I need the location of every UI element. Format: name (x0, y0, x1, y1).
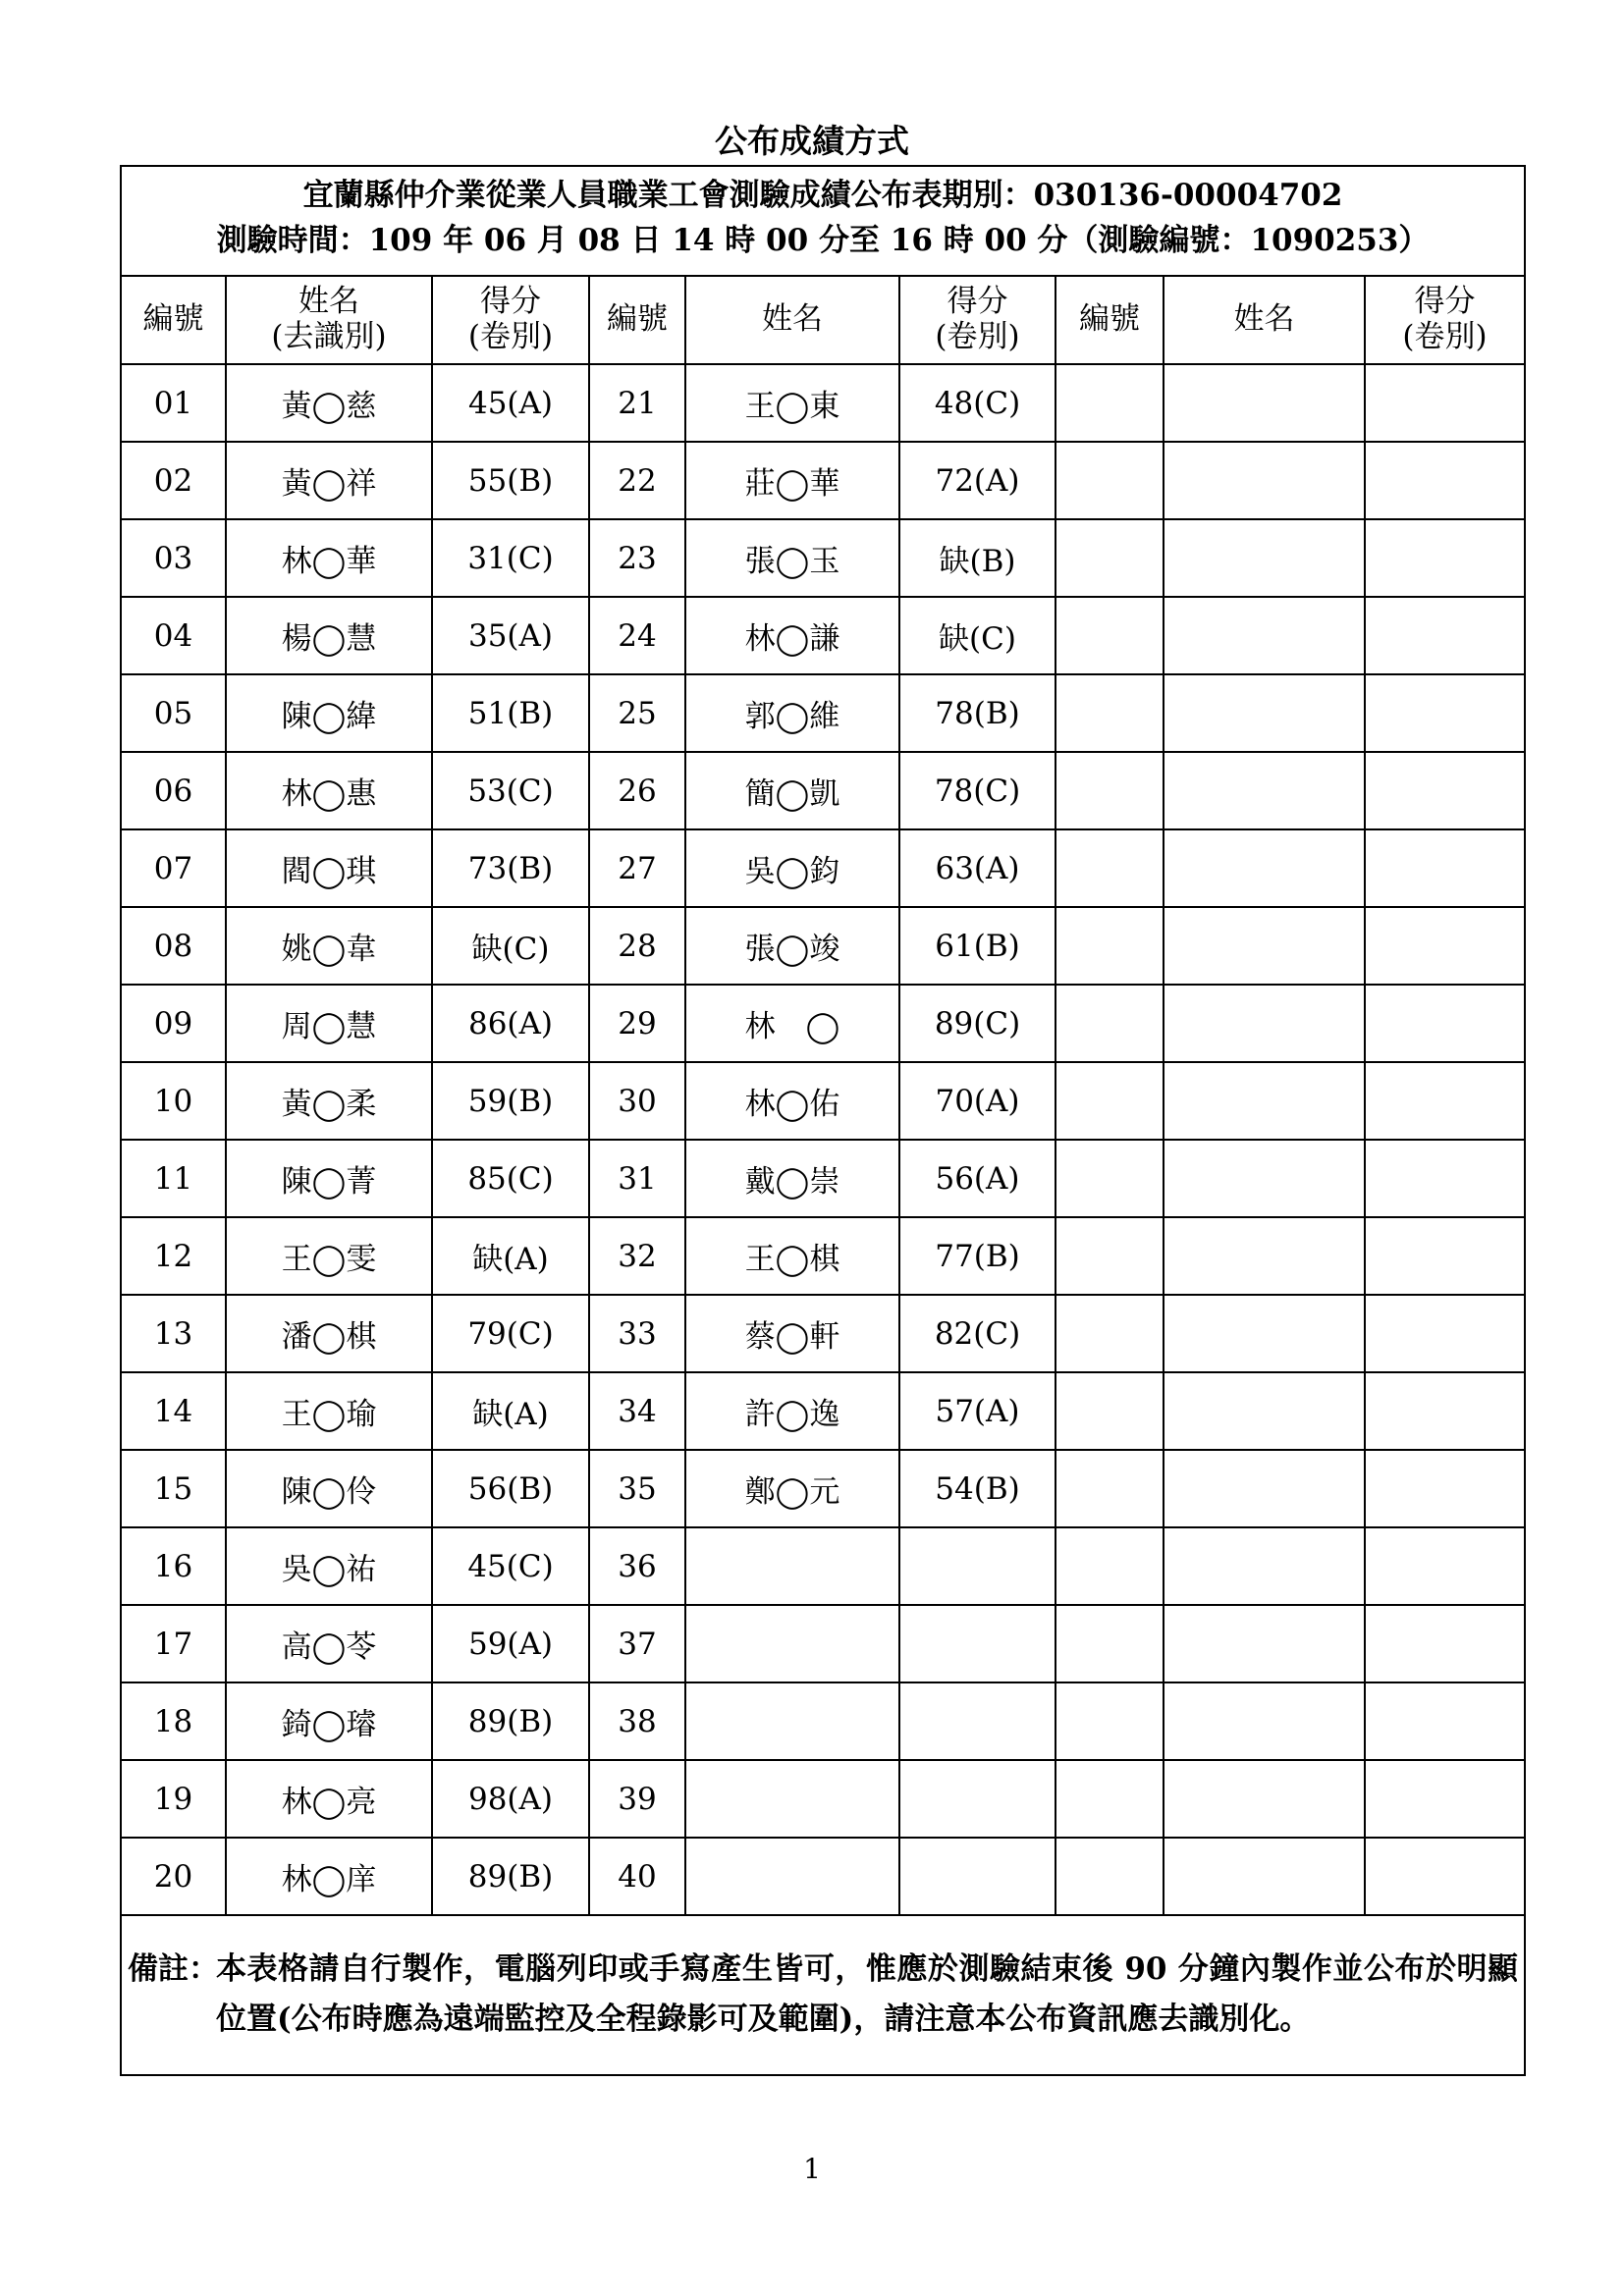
number-cell: 07 (122, 829, 226, 907)
empty-cell (1365, 1527, 1524, 1605)
number-cell: 39 (589, 1760, 685, 1838)
empty-cell (1365, 1295, 1524, 1372)
score-cell: 35(A) (432, 597, 589, 674)
name-cell: 姚◯韋 (226, 907, 432, 985)
number-cell: 08 (122, 907, 226, 985)
empty-cell (1164, 1217, 1365, 1295)
empty-cell (1164, 674, 1365, 752)
name-cell: 吳◯祐 (226, 1527, 432, 1605)
score-table (122, 275, 1524, 1916)
score-cell: 缺(B) (899, 519, 1056, 597)
number-cell: 02 (122, 442, 226, 519)
number-cell: 16 (122, 1527, 226, 1605)
name-cell (685, 1527, 899, 1605)
name-cell: 王◯瑜 (226, 1372, 432, 1450)
table-row (122, 1838, 1524, 1915)
score-cell: 89(B) (432, 1682, 589, 1760)
name-cell: 戴◯崇 (685, 1140, 899, 1217)
name-cell: 王◯東 (685, 364, 899, 442)
score-sheet (120, 165, 1526, 2076)
score-cell (899, 1605, 1056, 1682)
name-cell: 林◯佑 (685, 1062, 899, 1140)
number-cell: 20 (122, 1838, 226, 1915)
number-cell: 19 (122, 1760, 226, 1838)
score-cell: 31(C) (432, 519, 589, 597)
empty-cell (1056, 907, 1164, 985)
col-score-1-sub: (卷別) (467, 319, 554, 354)
name-cell: 鄭◯元 (685, 1450, 899, 1527)
table-row (122, 1295, 1524, 1372)
number-cell: 25 (589, 674, 685, 752)
empty-cell (1056, 442, 1164, 519)
table-header-row (122, 275, 1524, 364)
number-cell: 12 (122, 1217, 226, 1295)
empty-cell (1365, 364, 1524, 442)
name-cell: 吳◯鈞 (685, 829, 899, 907)
score-cell: 56(A) (899, 1140, 1056, 1217)
empty-cell (1164, 1295, 1365, 1372)
number-cell: 11 (122, 1140, 226, 1217)
table-row (122, 985, 1524, 1062)
table-row (122, 752, 1524, 829)
number-cell: 40 (589, 1838, 685, 1915)
number-cell: 24 (589, 597, 685, 674)
table-row (122, 674, 1524, 752)
empty-cell (1164, 519, 1365, 597)
name-cell: 高◯苓 (226, 1605, 432, 1682)
score-cell: 98(A) (432, 1760, 589, 1838)
empty-cell (1365, 1140, 1524, 1217)
name-cell: 王◯棋 (685, 1217, 899, 1295)
number-cell: 35 (589, 1450, 685, 1527)
score-cell: 77(B) (899, 1217, 1056, 1295)
name-cell: 錡◯璿 (226, 1682, 432, 1760)
empty-cell (1365, 1605, 1524, 1682)
empty-cell (1056, 364, 1164, 442)
empty-cell (1365, 674, 1524, 752)
name-cell: 林 ◯ (685, 985, 899, 1062)
score-cell: 70(A) (899, 1062, 1056, 1140)
number-cell: 28 (589, 907, 685, 985)
remarks-label: 備註： (128, 1951, 219, 1987)
col-name-1-sub: (去識別) (271, 319, 387, 354)
col-score-2-sub: (卷別) (935, 319, 1020, 354)
empty-cell (1056, 1760, 1164, 1838)
empty-cell (1365, 597, 1524, 674)
score-cell: 缺(A) (432, 1217, 589, 1295)
score-cell: 78(B) (899, 674, 1056, 752)
empty-cell (1056, 1217, 1164, 1295)
empty-cell (1365, 442, 1524, 519)
col-score-1 (432, 275, 589, 364)
empty-cell (1056, 1682, 1164, 1760)
name-cell: 林◯華 (226, 519, 432, 597)
score-cell: 48(C) (899, 364, 1056, 442)
number-cell: 32 (589, 1217, 685, 1295)
name-cell: 莊◯華 (685, 442, 899, 519)
col-score-2-main: 得分 (947, 284, 1008, 319)
number-cell: 09 (122, 985, 226, 1062)
number-cell: 37 (589, 1605, 685, 1682)
name-cell (685, 1605, 899, 1682)
number-cell: 34 (589, 1372, 685, 1450)
col-score-3-main: 得分 (1414, 284, 1476, 319)
empty-cell (1056, 674, 1164, 752)
number-cell: 06 (122, 752, 226, 829)
score-cell: 59(A) (432, 1605, 589, 1682)
empty-cell (1056, 1295, 1164, 1372)
score-cell: 56(B) (432, 1450, 589, 1527)
name-cell: 楊◯慧 (226, 597, 432, 674)
table-row (122, 519, 1524, 597)
empty-cell (1164, 1450, 1365, 1527)
empty-cell (1056, 1372, 1164, 1450)
empty-cell (1365, 1450, 1524, 1527)
table-row (122, 1372, 1524, 1450)
score-cell: 85(C) (432, 1140, 589, 1217)
col-number-3: 編號 (1056, 275, 1164, 364)
empty-cell (1056, 752, 1164, 829)
name-cell: 陳◯菁 (226, 1140, 432, 1217)
score-cell: 86(A) (432, 985, 589, 1062)
number-cell: 26 (589, 752, 685, 829)
name-cell (685, 1760, 899, 1838)
empty-cell (1164, 1682, 1365, 1760)
number-cell: 17 (122, 1605, 226, 1682)
name-cell (685, 1682, 899, 1760)
table-row (122, 442, 1524, 519)
number-cell: 10 (122, 1062, 226, 1140)
name-cell: 林◯庠 (226, 1838, 432, 1915)
empty-cell (1164, 752, 1365, 829)
number-cell: 18 (122, 1682, 226, 1760)
score-cell: 57(A) (899, 1372, 1056, 1450)
name-cell: 張◯玉 (685, 519, 899, 597)
empty-cell (1365, 519, 1524, 597)
header-exam-time: 測驗時間：109 年 06 月 08 日 14 時 00 分至 16 時 00 分（測驗編號：1090253） (216, 223, 1430, 258)
table-row (122, 597, 1524, 674)
score-cell: 82(C) (899, 1295, 1056, 1372)
name-cell: 簡◯凱 (685, 752, 899, 829)
number-cell: 27 (589, 829, 685, 907)
name-cell: 黃◯柔 (226, 1062, 432, 1140)
score-cell: 缺(A) (432, 1372, 589, 1450)
empty-cell (1164, 1527, 1365, 1605)
score-cell (899, 1682, 1056, 1760)
score-cell: 61(B) (899, 907, 1056, 985)
remarks-text: 本表格請自行製作，電腦列印或手寫產生皆可，惟應於測驗結束後 90 分鐘內製作並公布於明顯位置(公布時應為遠端監控及全程錄影可及範圍)，請注意本公布資訊應去識別化。 (216, 1951, 1518, 2037)
name-cell: 王◯雯 (226, 1217, 432, 1295)
col-name-3: 姓名 (1164, 275, 1365, 364)
empty-cell (1365, 1217, 1524, 1295)
empty-cell (1365, 1062, 1524, 1140)
empty-cell (1365, 829, 1524, 907)
empty-cell (1056, 1062, 1164, 1140)
name-cell: 蔡◯軒 (685, 1295, 899, 1372)
score-cell (899, 1838, 1056, 1915)
empty-cell (1056, 829, 1164, 907)
name-cell: 黃◯慈 (226, 364, 432, 442)
empty-cell (1365, 1682, 1524, 1760)
remarks (122, 1941, 1524, 2074)
score-cell: 73(B) (432, 829, 589, 907)
empty-cell (1056, 597, 1164, 674)
number-cell: 22 (589, 442, 685, 519)
name-cell: 許◯逸 (685, 1372, 899, 1450)
col-name-1-main: 姓名 (298, 284, 359, 319)
score-cell: 63(A) (899, 829, 1056, 907)
score-cell: 缺(C) (432, 907, 589, 985)
table-row (122, 907, 1524, 985)
score-cell: 45(C) (432, 1527, 589, 1605)
col-name-2: 姓名 (685, 275, 899, 364)
number-cell: 29 (589, 985, 685, 1062)
table-row (122, 1450, 1524, 1527)
empty-cell (1056, 1140, 1164, 1217)
table-row (122, 1760, 1524, 1838)
table-row (122, 1140, 1524, 1217)
number-cell: 13 (122, 1295, 226, 1372)
empty-cell (1164, 1838, 1365, 1915)
name-cell: 黃◯祥 (226, 442, 432, 519)
number-cell: 36 (589, 1527, 685, 1605)
score-cell: 78(C) (899, 752, 1056, 829)
score-cell (899, 1527, 1056, 1605)
name-cell: 潘◯棋 (226, 1295, 432, 1372)
col-name-1 (226, 275, 432, 364)
table-row (122, 1527, 1524, 1605)
table-row (122, 1062, 1524, 1140)
header-period: 宜蘭縣仲介業從業人員職業工會測驗成績公布表期別：030136-00004702 (302, 178, 1343, 213)
number-cell: 03 (122, 519, 226, 597)
page-number: 1 (803, 2153, 821, 2185)
empty-cell (1164, 597, 1365, 674)
score-cell: 59(B) (432, 1062, 589, 1140)
number-cell: 15 (122, 1450, 226, 1527)
number-cell: 21 (589, 364, 685, 442)
empty-cell (1164, 364, 1365, 442)
score-cell: 51(B) (432, 674, 589, 752)
name-cell: 林◯謙 (685, 597, 899, 674)
empty-cell (1164, 1760, 1365, 1838)
col-number-2: 編號 (589, 275, 685, 364)
number-cell: 04 (122, 597, 226, 674)
table-row (122, 829, 1524, 907)
table-row (122, 1605, 1524, 1682)
col-score-3 (1365, 275, 1524, 364)
number-cell: 31 (589, 1140, 685, 1217)
empty-cell (1365, 985, 1524, 1062)
empty-cell (1056, 1450, 1164, 1527)
empty-cell (1365, 907, 1524, 985)
name-cell: 郭◯維 (685, 674, 899, 752)
name-cell: 林◯惠 (226, 752, 432, 829)
empty-cell (1164, 1062, 1365, 1140)
name-cell: 陳◯伶 (226, 1450, 432, 1527)
empty-cell (1365, 752, 1524, 829)
empty-cell (1164, 985, 1365, 1062)
empty-cell (1164, 1140, 1365, 1217)
score-cell: 45(A) (432, 364, 589, 442)
empty-cell (1365, 1760, 1524, 1838)
empty-cell (1056, 1527, 1164, 1605)
name-cell: 周◯慧 (226, 985, 432, 1062)
document-title: 公布成績方式 (715, 122, 909, 160)
name-cell (685, 1838, 899, 1915)
score-cell (899, 1760, 1056, 1838)
empty-cell (1365, 1838, 1524, 1915)
number-cell: 33 (589, 1295, 685, 1372)
empty-cell (1056, 1605, 1164, 1682)
empty-cell (1056, 985, 1164, 1062)
empty-cell (1365, 1372, 1524, 1450)
table-row (122, 1682, 1524, 1760)
empty-cell (1164, 442, 1365, 519)
score-cell: 79(C) (432, 1295, 589, 1372)
score-cell: 55(B) (432, 442, 589, 519)
number-cell: 30 (589, 1062, 685, 1140)
number-cell: 23 (589, 519, 685, 597)
empty-cell (1164, 1372, 1365, 1450)
sheet-header (122, 167, 1524, 277)
empty-cell (1164, 829, 1365, 907)
col-score-2 (899, 275, 1056, 364)
number-cell: 05 (122, 674, 226, 752)
table-row (122, 1217, 1524, 1295)
number-cell: 01 (122, 364, 226, 442)
col-number-1: 編號 (122, 275, 226, 364)
table-row (122, 364, 1524, 442)
score-cell: 89(B) (432, 1838, 589, 1915)
name-cell: 陳◯緯 (226, 674, 432, 752)
number-cell: 38 (589, 1682, 685, 1760)
score-table-body (122, 364, 1524, 1915)
score-cell: 53(C) (432, 752, 589, 829)
empty-cell (1164, 907, 1365, 985)
score-cell: 54(B) (899, 1450, 1056, 1527)
score-cell: 缺(C) (899, 597, 1056, 674)
score-cell: 89(C) (899, 985, 1056, 1062)
col-score-3-sub: (卷別) (1402, 319, 1488, 354)
col-score-1-main: 得分 (480, 284, 541, 319)
name-cell: 閻◯琪 (226, 829, 432, 907)
empty-cell (1164, 1605, 1365, 1682)
name-cell: 林◯亮 (226, 1760, 432, 1838)
score-cell: 72(A) (899, 442, 1056, 519)
empty-cell (1056, 1838, 1164, 1915)
empty-cell (1056, 519, 1164, 597)
name-cell: 張◯竣 (685, 907, 899, 985)
number-cell: 14 (122, 1372, 226, 1450)
